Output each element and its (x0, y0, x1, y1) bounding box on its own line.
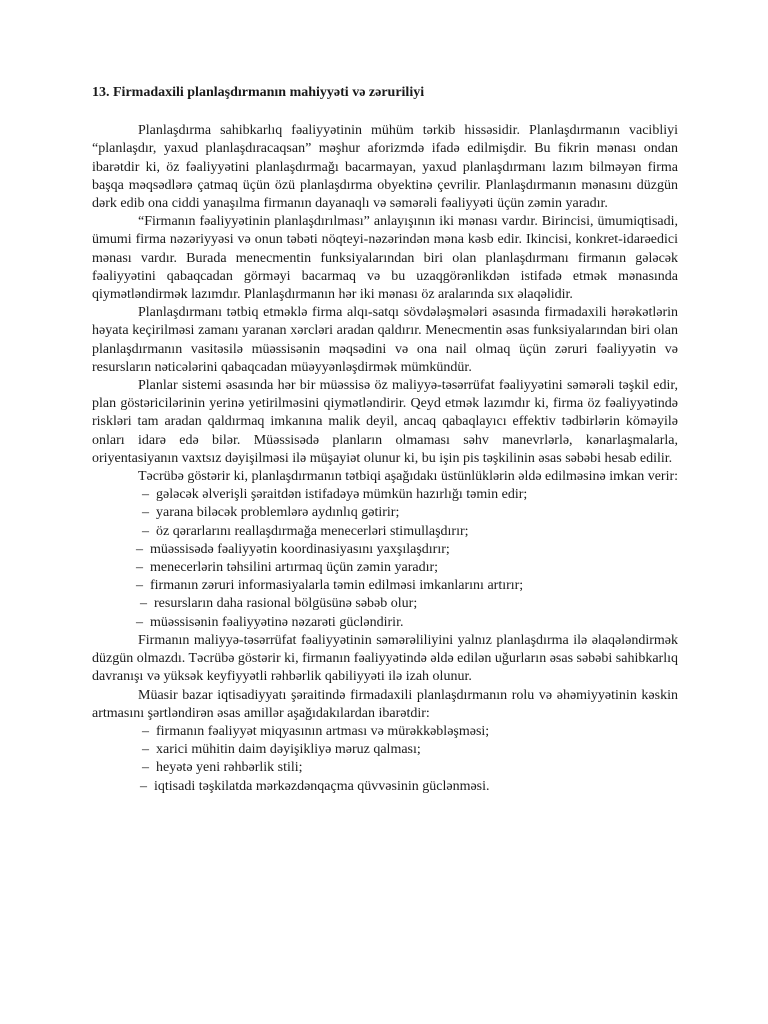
list-item (92, 486, 678, 504)
list-item-text: firmanın fəaliyyət miqyasının artması və mürəkkəbləşməsi; (156, 723, 490, 739)
list-item-text: müəssisənin fəaliyyətinə nəzarəti gücləndirir. (150, 614, 404, 630)
list-item-text: gələcək əlverişli şəraitdən istifadəyə mümkün hazırlığı təmin edir; (156, 487, 528, 503)
factors-list (92, 723, 678, 796)
list-item (92, 614, 678, 632)
document-page (92, 84, 678, 796)
paragraph-advantages-intro: Təcrübə göstərir ki, planlaşdırmanın tətbiqi aşağıdakı üstünlüklərin əldə edilməsinə imkan verir: (138, 469, 679, 485)
list-item (92, 523, 678, 541)
list-item (92, 595, 678, 613)
dash-marker: – (142, 523, 149, 539)
dash-marker: – (140, 596, 147, 612)
list-item-text: öz qərarlarını reallaşdırmağa menecerləri stimullaşdırır; (156, 523, 469, 539)
list-item-text: iqtisadi təşkilatda mərkəzdənqaçma qüvvəsinin güclənməsi. (154, 778, 490, 794)
list-item (92, 723, 678, 741)
list-item-text: xarici mühitin daim dəyişikliyə məruz qalması; (156, 742, 421, 758)
list-item (92, 541, 678, 559)
paragraph-efficiency: Firmanın maliyyə-təsərrüfat fəaliyyətinin səmərəliliyini yalnız planlaşdırma ilə əlaqələndirmək düzgün olmazdı. Təcrübə göstərir ki, firmanın fəaliyyətində əldə edilən uğurların əsas səbəbi sahibkarlıq davranışı və yüksək keyfiyyətli rəhbərlik qabiliyyəti ilə izah olunur. (92, 632, 678, 685)
paragraph-factors-intro: Müasir bazar iqtisadiyyatı şəraitində firmadaxili planlaşdırmanın rolu və əhəmiyyətinin kəskin artmasını şərtləndirən əsas amillər aşağıdakılardan ibarətdir: (92, 687, 678, 721)
dash-marker: – (142, 760, 149, 776)
list-item-text: müəssisədə fəaliyyətin koordinasiyasını yaxşılaşdırır; (150, 541, 450, 557)
paragraph-application: Planlaşdırmanı tətbiq etməklə firma alqı-satqı sövdələşmələri əsasında firmadaxili hərəkətlərin həyata keçirilməsi zamanı yaranan xərcləri aradan qaldırır. Menecmentin əsas funksiyalarından biri olan planlaşdırmanın vasitəsilə müəssisənin məqsədini və ona nail olmaq üçün zəruri fəaliyyətin və resursların nəticələrini qabaqcadan müəyyənləşdirmək mümkündür. (92, 305, 678, 375)
dash-marker: – (142, 487, 149, 503)
paragraph-intro: Planlaşdırma sahibkarlıq fəaliyyətinin mühüm tərkib hissəsidir. Planlaşdırmanın vacibliyi “planlaşdır, yaxud planlaşdıracaqsan” məşhur aforizmdə ifadə edilmişdir. Bu fikrin mənası ondan ibarətdir ki, öz fəaliyyətini planlaşdırmağı bacarmayan, yaxud planlaşdırmanı lazım bilməyən firma başqa məqsədlərə çatmaq üçün özü planlaşdırma obyektinə çevrilir. Planlaşdırmanın mənasını düzgün dərk edib ona ciddi yanaşılma firmanın dayanaqlı və səmərəli fəaliyyəti üçün zəmin yaradır. (92, 123, 678, 212)
dash-marker: – (136, 560, 143, 576)
list-item-text: menecerlərin təhsilini artırmaq üçün zəmin yaradır; (150, 560, 439, 576)
paragraph-plan-system: Planlar sistemi əsasında hər bir müəssisə öz maliyyə-təsərrüfat fəaliyyətini səmərəli təşkil edir, plan göstəricilərinin yerinə yetirilməsini qiymətləndirir. Qeyd etmək lazımdır ki, firma öz fəaliyyətində riskləri tam aradan qaldırmaq imkanına malik deyil, ancaq qabaqlayıcı effektiv tədbirlərin köməyilə onları idarə edə bilər. Müəssisədə planların olmaması səhv manevrlərlə, kənarlaşmalarla, oriyentasiyanın vaxtsız dəyişilməsi ilə müşayiət olunur ki, bu işin pis təşkilinin əsas səbəbi hesab edilir. (92, 378, 678, 466)
dash-marker: – (136, 578, 143, 594)
dash-marker: – (142, 742, 149, 758)
paragraph-two-meanings: “Firmanın fəaliyyətinin planlaşdırılması” anlayışının iki mənası vardır. Birincisi, ümumiqtisadi, ümumi firma nəzəriyyəsi və onun təbəti nöqteyi-nəzərindən məna kəsb edir. Ikincisi, konkret-idarəedici mənası vardır. Burada menecmentin funksiyalarından biri olan planlaşdırmanı firmanın gələcək fəaliyyətini qabaqcadan görməyi bacarmaq və bu uzaqgörənlikdən istifadə etmək mənasında qiymətləndirmək lazımdır. Planlaşdırmanın hər iki mənası öz aralarında sıx əlaqəlidir. (92, 214, 678, 303)
dash-marker: – (142, 505, 149, 521)
dash-marker: – (140, 778, 147, 794)
dash-marker: – (136, 541, 143, 557)
list-item (92, 559, 678, 577)
list-item (92, 759, 678, 777)
list-item-text: resursların daha rasional bölgüsünə səbəb olur; (154, 596, 418, 612)
list-item (92, 577, 678, 595)
dash-marker: – (142, 723, 149, 739)
section-heading: 13. Firmadaxili planlaşdırmanın mahiyyəti və zəruriliyi (92, 85, 425, 100)
list-item (92, 741, 678, 759)
list-item-text: heyətə yeni rəhbərlik stili; (156, 760, 303, 776)
list-item (92, 504, 678, 522)
list-item (92, 778, 678, 796)
dash-marker: – (136, 614, 143, 630)
list-item-text: firmanın zəruri informasiyalarla təmin edilməsi imkanlarını artırır; (150, 578, 524, 594)
advantages-list (92, 486, 678, 632)
list-item-text: yarana biləcək problemlərə aydınlıq gətirir; (156, 505, 400, 521)
